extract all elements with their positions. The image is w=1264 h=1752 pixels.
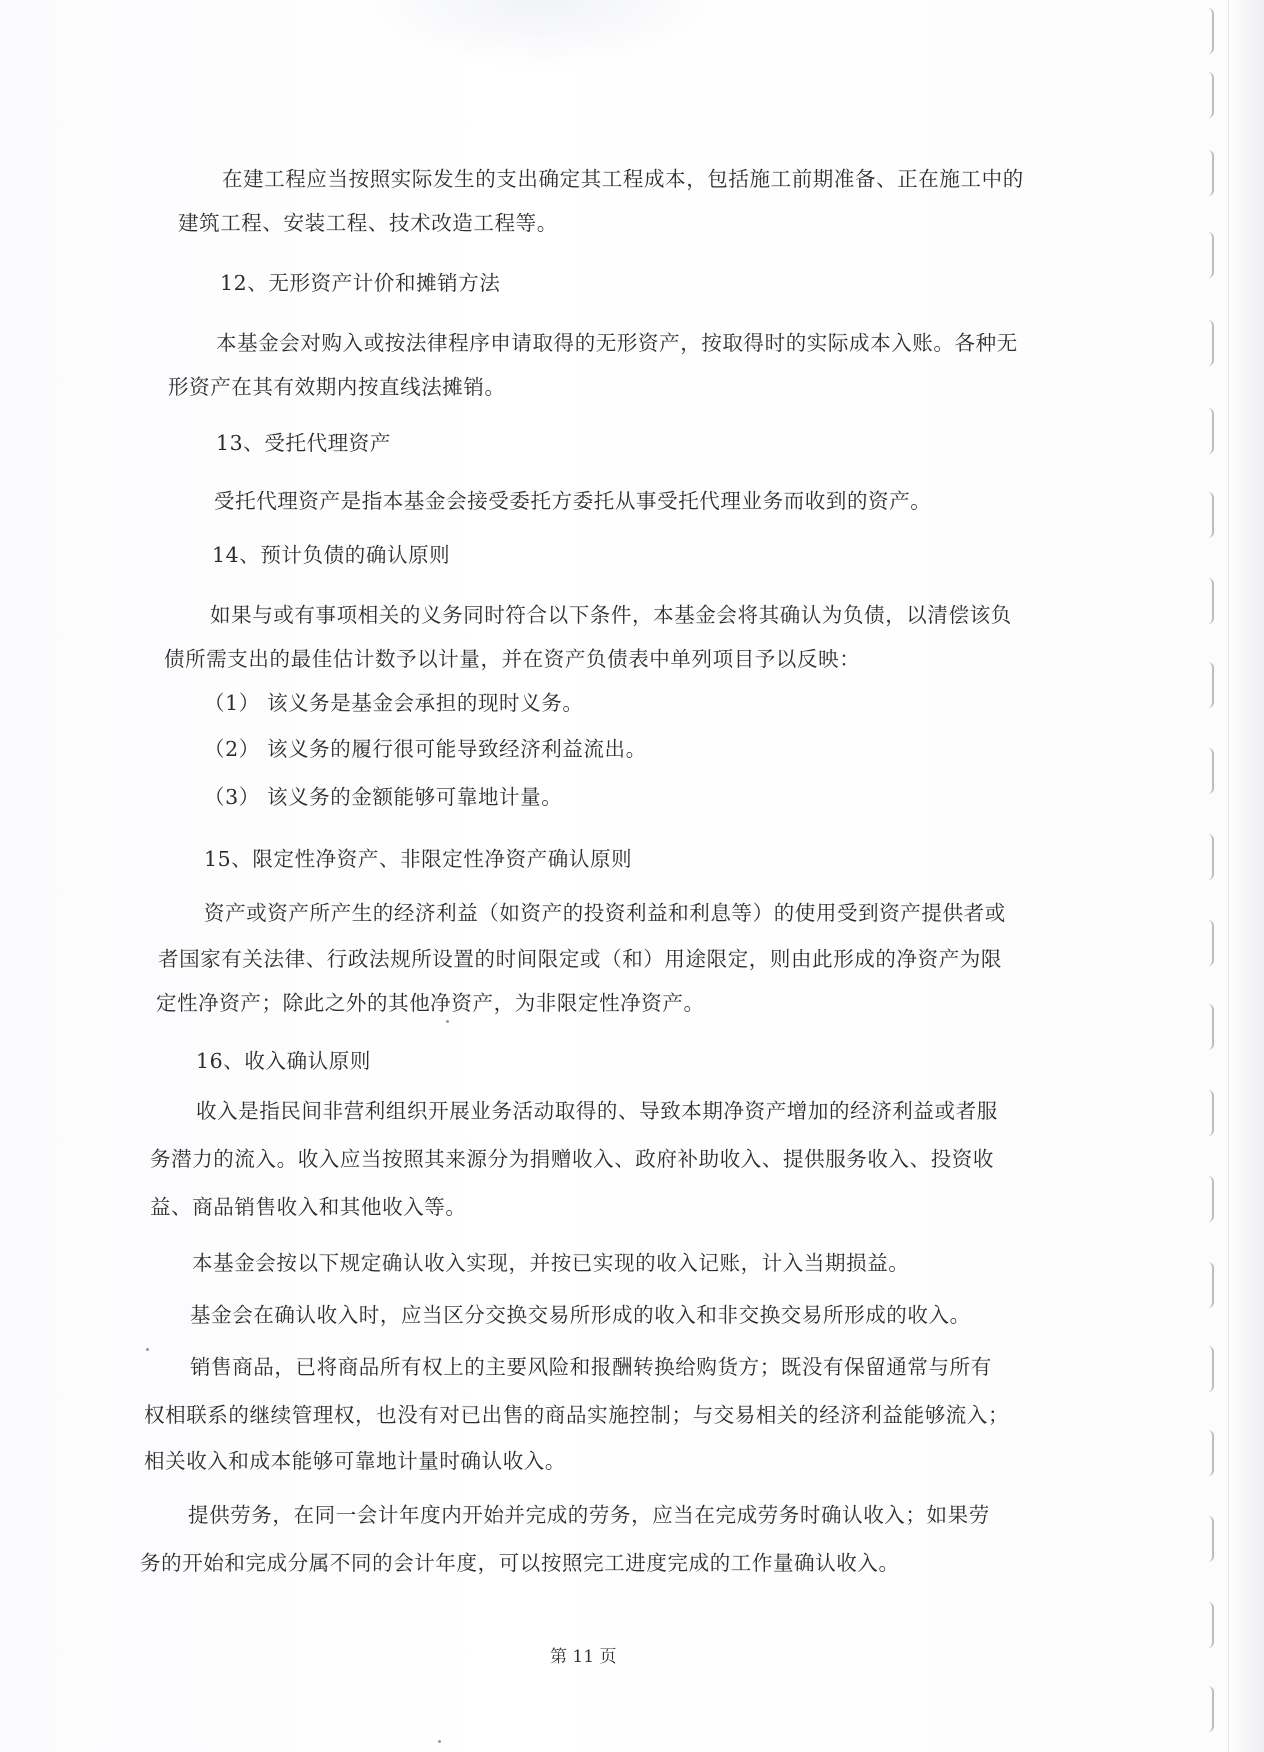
list-item: （1） 该义务是基金会承担的现时义务。 <box>204 691 584 715</box>
section-heading: 16、收入确认原则 <box>196 1049 371 1073</box>
paragraph-line: 提供劳务，在同一会计年度内开始并完成的劳务，应当在完成劳务时确认收入；如果劳 <box>188 1503 990 1527</box>
paragraph-line: 建筑工程、安装工程、技术改造工程等。 <box>178 211 558 235</box>
paragraph-line: 务的开始和完成分属不同的会计年度，可以按照完工进度完成的工作量确认收入。 <box>140 1551 900 1575</box>
section-heading: 12、无形资产计价和摊销方法 <box>220 271 501 295</box>
paragraph-line: 本基金会对购入或按法律程序申请取得的无形资产，按取得时的实际成本入账。各种无 <box>216 331 1018 355</box>
paragraph-line: 务潜力的流入。收入应当按照其来源分为捐赠收入、政府补助收入、提供服务收入、投资收 <box>150 1147 994 1171</box>
paragraph-line: 在建工程应当按照实际发生的支出确定其工程成本，包括施工前期准备、正在施工中的 <box>222 167 1024 191</box>
paragraph-line: 债所需支出的最佳估计数予以计量，并在资产负债表中单列项目予以反映： <box>164 647 861 671</box>
section-heading: 15、限定性净资产、非限定性净资产确认原则 <box>204 847 633 871</box>
list-item: （2） 该义务的履行很可能导致经济利益流出。 <box>204 737 647 761</box>
paragraph-line: 资产或资产所产生的经济利益（如资产的投资利益和利息等）的使用受到资产提供者或 <box>204 901 1006 925</box>
paragraph-line: 基金会在确认收入时，应当区分交换交易所形成的收入和非交换交易所形成的收入。 <box>190 1303 971 1327</box>
page-number: 第 11 页 <box>550 1647 617 1667</box>
section-heading: 14、预计负债的确认原则 <box>212 543 451 567</box>
paragraph-line: 定性净资产；除此之外的其他净资产，为非限定性净资产。 <box>156 991 705 1015</box>
paragraph-line: 销售商品，已将商品所有权上的主要风险和报酬转换给购货方；既没有保留通常与所有 <box>190 1355 992 1379</box>
paragraph-line: 收入是指民间非营利组织开展业务活动取得的、导致本期净资产增加的经济利益或者服 <box>196 1099 998 1123</box>
paragraph-line: 相关收入和成本能够可靠地计量时确认收入。 <box>144 1449 566 1473</box>
paragraph-line: 益、商品销售收入和其他收入等。 <box>150 1195 467 1219</box>
paragraph-line: 受托代理资产是指本基金会接受委托方委托从事受托代理业务而收到的资产。 <box>214 489 932 513</box>
section-heading: 13、受托代理资产 <box>216 431 391 455</box>
paragraph-line: 权相联系的继续管理权，也没有对已出售的商品实施控制；与交易相关的经济利益能够流入； <box>144 1403 1010 1427</box>
paragraph-line: 形资产在其有效期内按直线法摊销。 <box>168 375 506 399</box>
paragraph-line: 者国家有关法律、行政法规所设置的时间限定或（和）用途限定，则由此形成的净资产为限 <box>158 947 1002 971</box>
paragraph-line: 如果与或有事项相关的义务同时符合以下条件，本基金会将其确认为负债，以清偿该负 <box>210 603 1012 627</box>
list-item: （3） 该义务的金额能够可靠地计量。 <box>204 785 563 809</box>
paragraph-line: 本基金会按以下规定确认收入实现，并按已实现的收入记账，计入当期损益。 <box>192 1251 910 1275</box>
